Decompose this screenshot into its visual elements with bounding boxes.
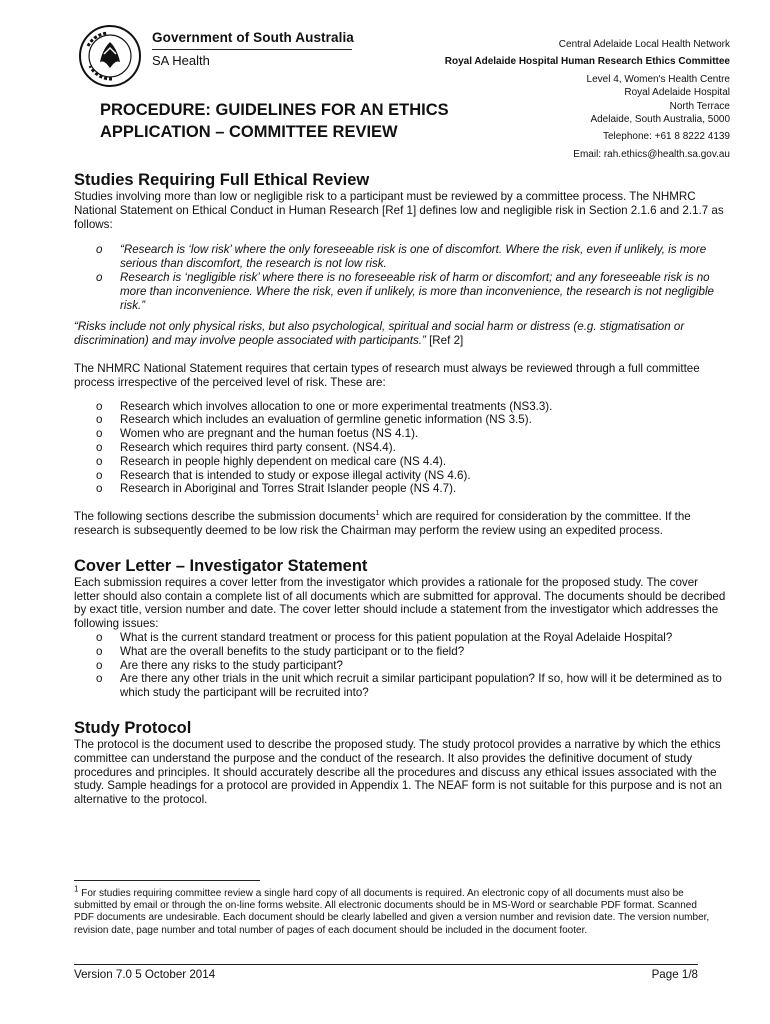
committee-name: Royal Adelaide Hospital Human Research Ethics Committee	[444, 56, 730, 68]
risk-quote: “Risks include not only physical risks, but also psychological, spiritual and social harm or distress (e.g. stigmatisation or discrimination) and may involve people associated with participants.”	[74, 320, 685, 348]
cover-letter-paragraph: Each submission requires a cover letter from the investigator which provides a rationale for the proposed study. The cover letter should also contain a complete list of all documents which are submitted for approval. The documents should be decribed by exact title, version number and date. The cover letter should include a statement from the investigator which addresses the following issues:	[74, 575, 726, 631]
risk-reference: [Ref 2]	[425, 334, 464, 348]
bullet-icon: o	[96, 427, 103, 441]
list-item: o What is the current standard treatment or process for this patient population at the Royal Adelaide Hospital?	[96, 630, 673, 644]
list-item: o Research which includes an evaluation of germline genetic information (NS 3.5).	[96, 413, 532, 427]
full-review-research-list	[74, 400, 726, 497]
footnote-text: For studies requiring committee review a single hard copy of all documents is required. An electronic copy of all documents must also be submitted by email or through the on-line forms website. All electronic documents should be in MS-Word or searchable PDF format. Scanned PDF documents are undesirable. Each document should be clearly labelled and given a version number and revision date. The version number, revision date, page number and total number of pages of each document should be included in the document footer.	[74, 888, 710, 936]
bullet-icon: o	[96, 270, 103, 284]
section-intro: Studies involving more than low or negligible risk to a participant must be reviewed by a committee process. The NHMRC National Statement on Ethical Conduct in Human Research [Ref 1] defines low and negligible risk in Section 2.1.6 and 2.1.7 as follows:	[74, 190, 724, 231]
bullet-icon: o	[96, 468, 103, 482]
organisation-divider	[152, 49, 352, 50]
network-name: Central Adelaide Local Health Network	[558, 39, 730, 50]
footer-divider	[74, 964, 698, 965]
list-item: o “Research is ‘low risk’ where the only foreseeable risk is one of discomfort. Where the risk, even if unlikely, is more serious than discomfort, the research is not low risk.	[96, 243, 707, 271]
south-australia-crest-logo	[78, 24, 142, 88]
footer-version: Version 7.0 5 October 2014	[74, 968, 216, 981]
page-title	[100, 99, 540, 143]
email: Email: rah.ethics@health.sa.gov.au	[573, 148, 730, 160]
footnote-divider	[74, 880, 260, 881]
address-line-4: Adelaide, South Australia, 5000	[590, 114, 730, 126]
study-protocol-paragraph: The protocol is the document used to describe the proposed study. The study protocol provides a narrative by which the ethics committee can understand the purpose and the conduct of the research. It also provides the definitive document of study procedures and principles. It should accurately describe all the procedures and discuss any ethical issues associated with the study. Sample headings for a protocol are provided in Appendix 1. The NEAF form is not suitable for this purpose and is not an alternative to the protocol.	[74, 737, 722, 807]
risk-quote-paragraph	[74, 320, 726, 348]
bullet-icon: o	[96, 440, 103, 454]
section-heading-full-review: Studies Requiring Full Ethical Review	[74, 171, 370, 189]
list-item: o Research in people highly dependent on medical care (NS 4.4).	[96, 454, 447, 468]
title-line-1: PROCEDURE: GUIDELINES FOR AN ETHICS	[100, 101, 449, 119]
bullet-icon: o	[96, 630, 103, 644]
organisation-subname: SA Health	[152, 53, 210, 68]
footnote	[74, 884, 714, 937]
list-item: o Are there any other trials in the unit which recruit a similar participant population? If so, how will it be determined as to which study the participant will be recruited into?	[96, 672, 722, 700]
organisation-name: Government of South Australia	[152, 30, 354, 45]
list-item: o Are there any risks to the study participant?	[96, 658, 343, 672]
address-line-2: Royal Adelaide Hospital	[624, 87, 730, 99]
list-item: o Women who are pregnant and the human foetus (NS 4.1).	[96, 427, 419, 441]
list-item: o What are the overall benefits to the study participant or to the field?	[96, 644, 465, 658]
section-heading-study-protocol: Study Protocol	[74, 718, 192, 737]
cover-letter-issues-list	[74, 631, 726, 700]
document-body	[74, 170, 726, 807]
list-item: o Research which requires third party consent. (NS4.4).	[96, 440, 396, 454]
footer-page-number: Page 1/8	[651, 968, 698, 981]
bullet-icon: o	[96, 399, 103, 413]
following-sections-paragraph: The following sections describe the submission documents$^1$ which are required for consideration by the committee. If the research is subsequently deemed to be low risk the Chairman may perform the review using an expedited process.	[74, 510, 691, 537]
address-line-1: Level 4, Women's Health Centre	[586, 73, 730, 85]
statement-paragraph: The NHMRC National Statement requires that certain types of research must always be reviewed through a full committee process irrespective of the perceived level of risk. These are:	[74, 361, 700, 389]
title-line-2: APPLICATION – COMMITTEE REVIEW	[100, 123, 398, 141]
bullet-icon: o	[96, 644, 103, 658]
list-item: o Research is ‘negligible risk’ where there is no foreseeable risk of harm or discomfort; and any foreseeable risk is no more than inconvenience. Where the risk, even if unlikely, is more than inconvenience, the research is not negligible risk.”	[96, 270, 714, 312]
bullet-icon: o	[96, 672, 103, 686]
list-item: o Research that is intended to study or expose illegal activity (NS 4.6).	[96, 468, 471, 482]
footnote-number: 1	[74, 884, 79, 894]
bullet-icon: o	[96, 413, 103, 427]
risk-definition-list	[74, 243, 726, 312]
bullet-icon: o	[96, 482, 103, 496]
bullet-icon: o	[96, 454, 103, 468]
telephone: Telephone: +61 8 8222 4139	[602, 131, 730, 143]
bullet-icon: o	[96, 243, 103, 257]
list-item: o Research in Aboriginal and Torres Strait Islander people (NS 4.7).	[96, 482, 457, 496]
list-item: o Research which involves allocation to one or more experimental treatments (NS3.3).	[96, 399, 553, 413]
footnote-reference[interactable]: 1	[375, 510, 380, 518]
section-heading-cover-letter: Cover Letter – Investigator Statement	[74, 556, 368, 575]
address-line-3: North Terrace	[669, 100, 730, 112]
bullet-icon: o	[96, 658, 103, 672]
